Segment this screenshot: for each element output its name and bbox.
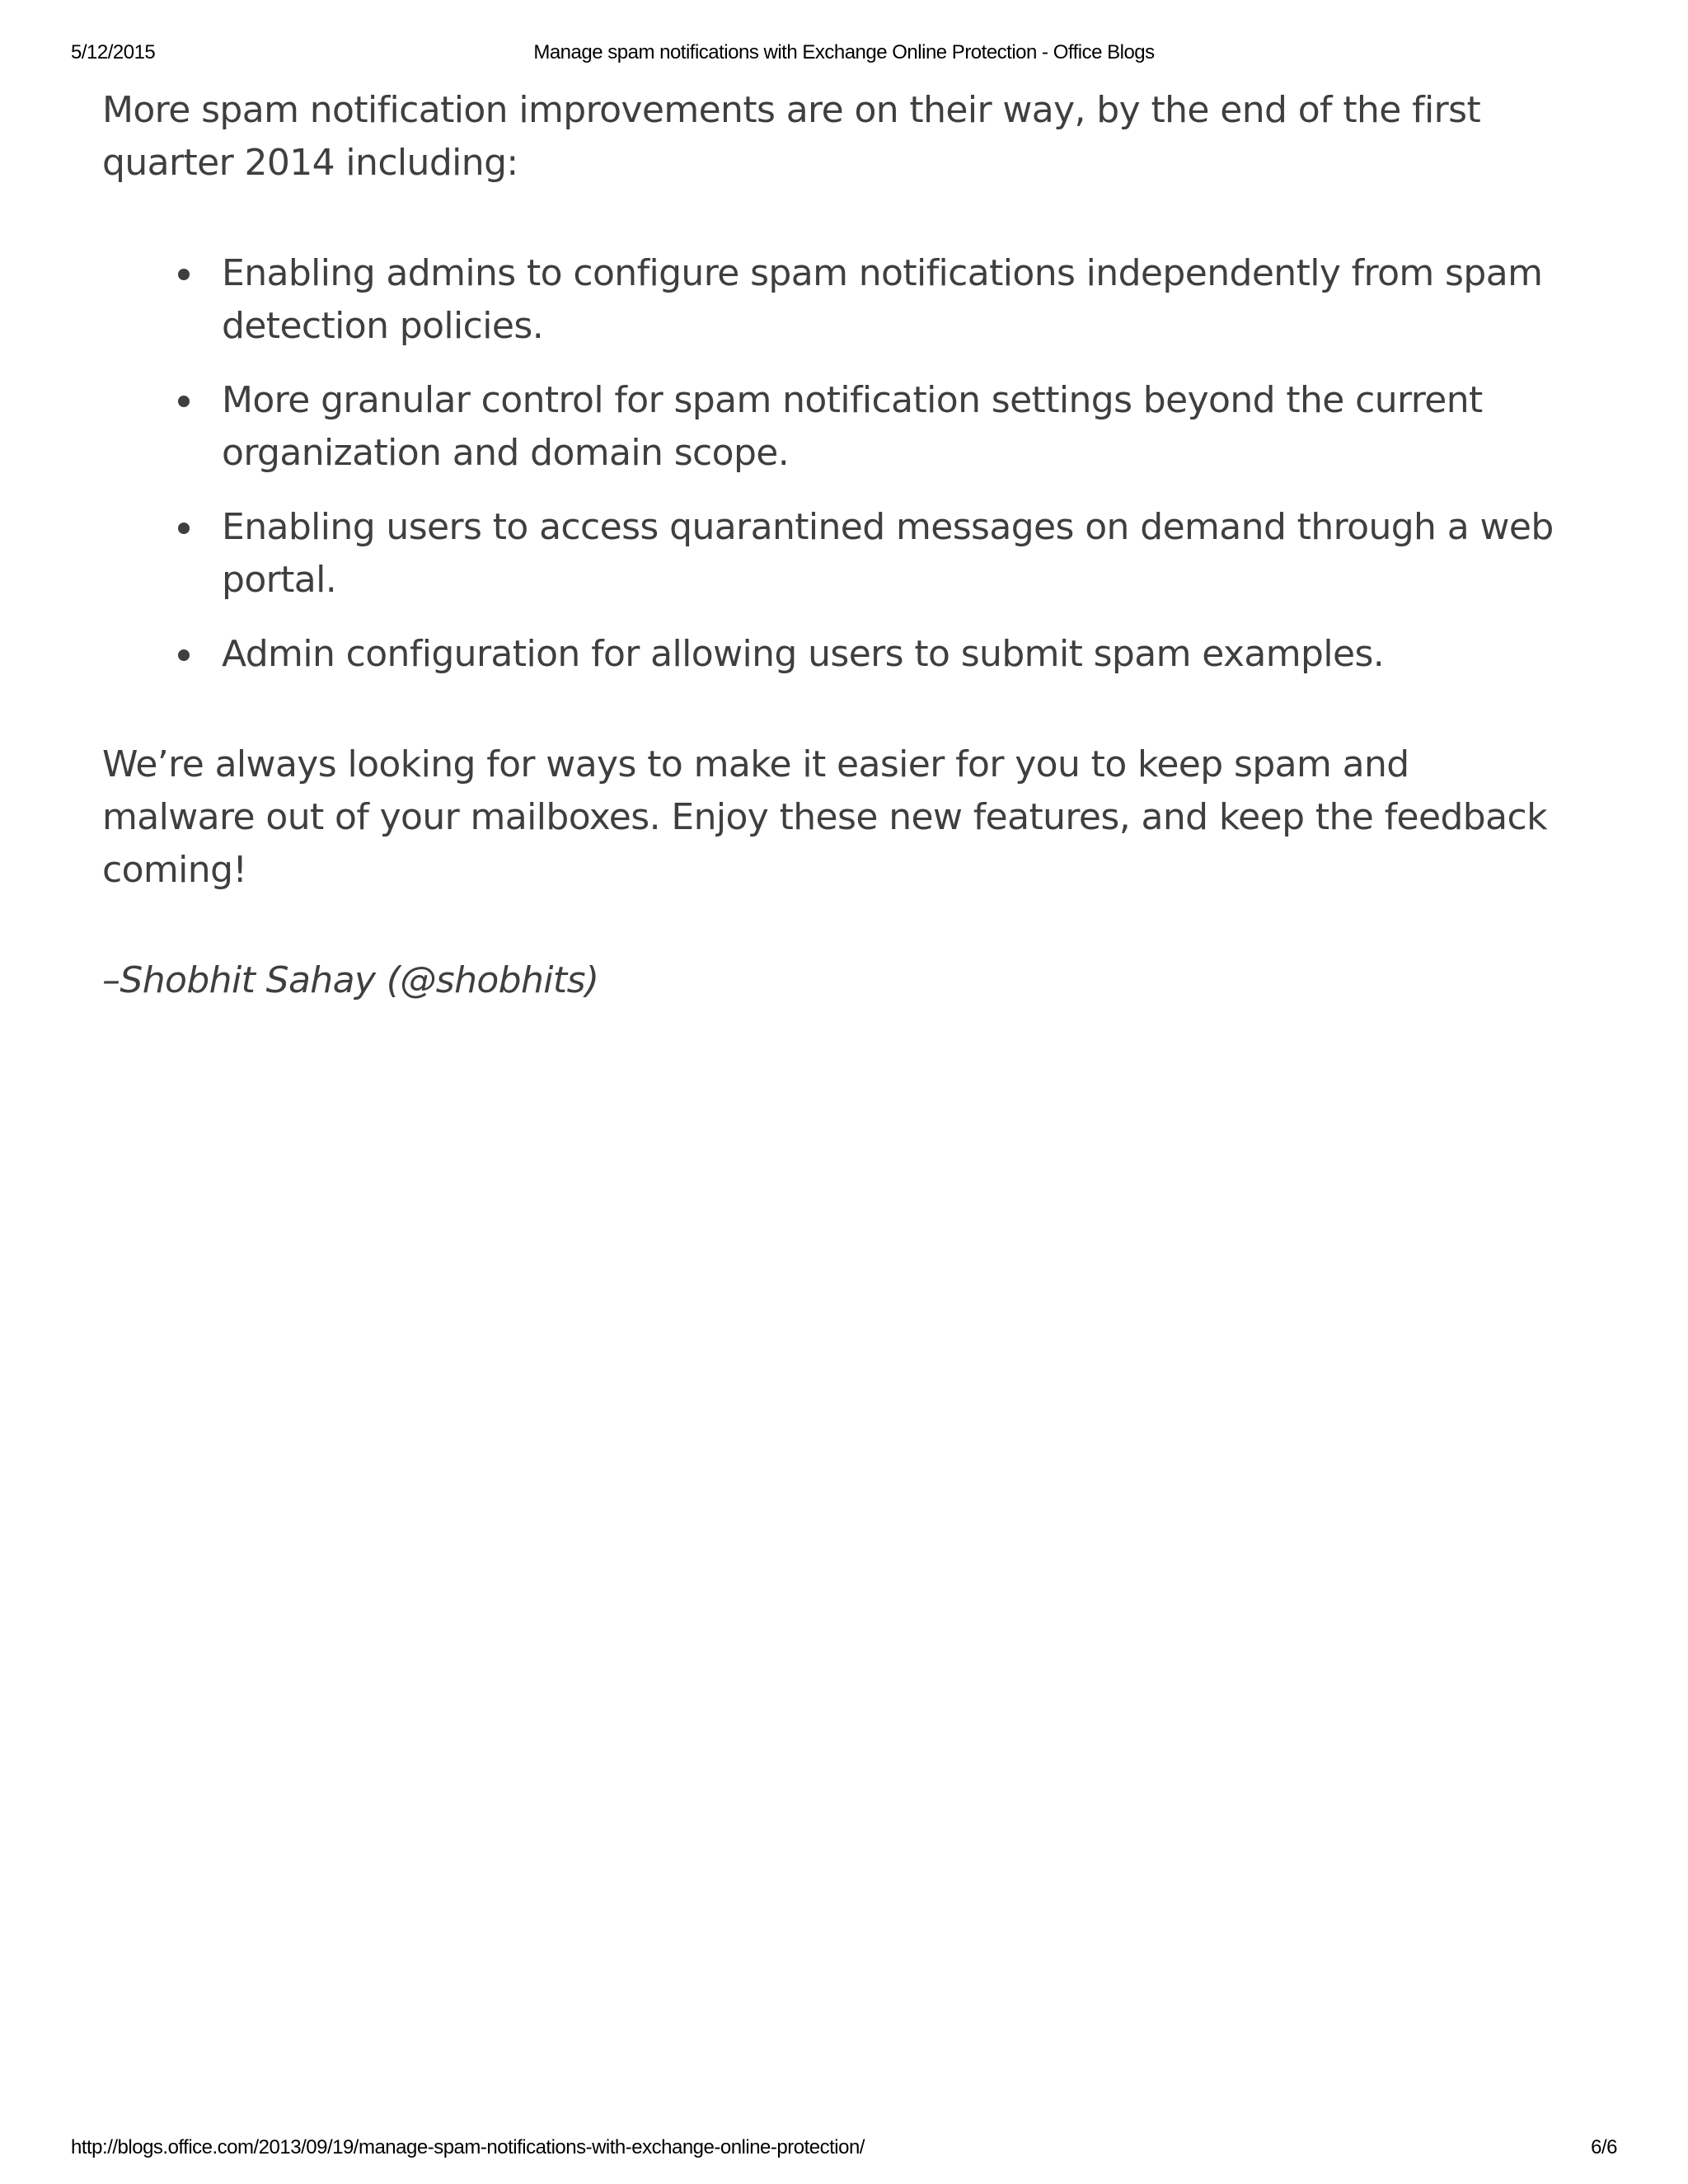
- page-url-link[interactable]: http://blogs.office.com/2013/09/19/manage-spam-notifications-with-exchange-online-protection/: [71, 2136, 865, 2158]
- print-date: 5/12/2015: [71, 41, 156, 63]
- list-item: [102, 247, 1569, 353]
- bullet-icon: [178, 396, 190, 407]
- bullet-icon: [178, 523, 190, 534]
- list-item: [102, 628, 1569, 681]
- intro-paragraph: More spam notification improvements are on their way, by the end of the first quarter 2014 including:: [102, 89, 1481, 184]
- list-item-text: Admin configuration for allowing users to submit spam examples.: [222, 633, 1385, 675]
- bullet-icon: [178, 269, 190, 280]
- improvements-list: [102, 247, 1569, 681]
- list-item-text: More granular control for spam notification settings beyond the current organization and domain scope.: [222, 379, 1483, 474]
- page-number: 6/6: [1591, 2136, 1617, 2158]
- closing-paragraph: We’re always looking for ways to make it easier for you to keep spam and malware out of your mailboxes. Enjoy these new features, and keep the feedback coming!: [102, 743, 1547, 891]
- page-title: Manage spam notifications with Exchange Online Protection - Office Blogs: [533, 41, 1155, 63]
- author-signature: –Shobhit Sahay (@shobhits): [102, 959, 599, 1001]
- article-body: [102, 84, 1569, 1007]
- list-item-text: Enabling users to access quarantined messages on demand through a web portal.: [222, 506, 1554, 601]
- print-header: [0, 41, 1688, 68]
- list-item: [102, 501, 1569, 607]
- list-item: [102, 374, 1569, 480]
- list-item-text: Enabling admins to configure spam notifications independently from spam detection policies.: [222, 252, 1543, 347]
- bullet-icon: [178, 649, 190, 661]
- print-footer: [0, 2136, 1688, 2163]
